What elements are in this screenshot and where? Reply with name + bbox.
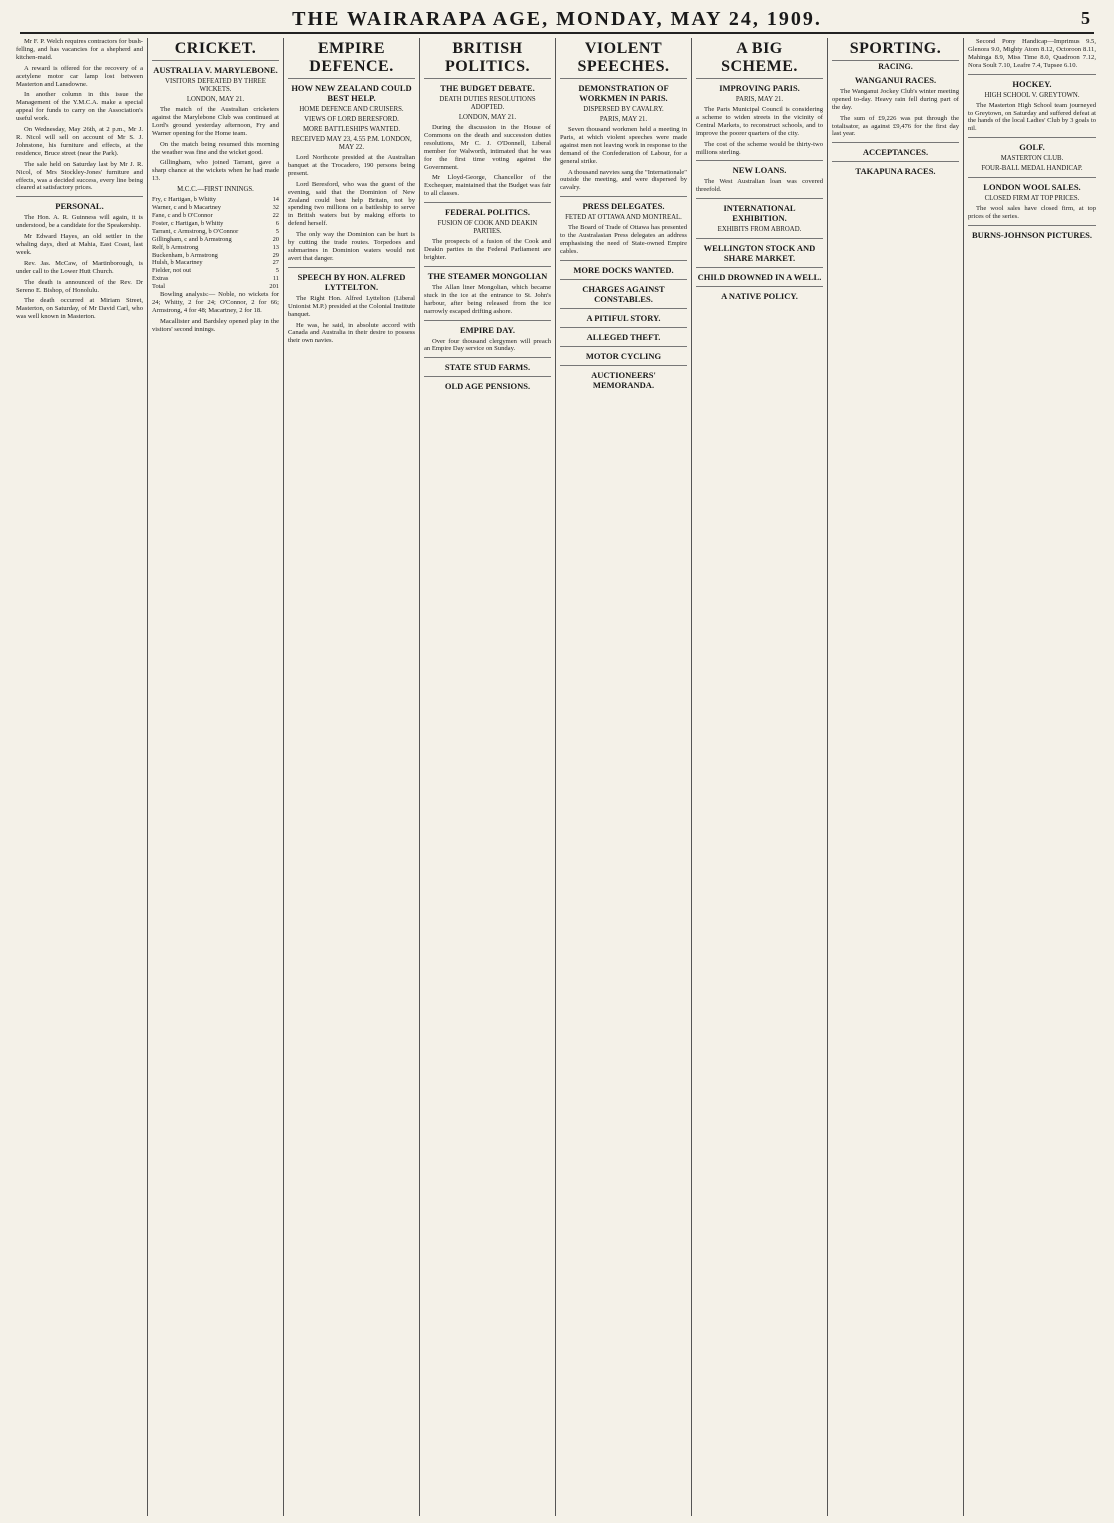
batsman: Relf, b Armstrong [152, 243, 199, 251]
column-local-notes [12, 38, 148, 1516]
paragraph: The prospects of a fusion of the Cook and Deakin parties in the Federal Parliament are brighter. [424, 238, 551, 261]
deck: MASTERTON CLUB. [1000, 155, 1064, 163]
batsman: Gillingham, c and b Armstrong [152, 235, 232, 243]
paragraph: The cost of the scheme would be thirty-two millions sterling. [696, 140, 823, 156]
divider [560, 346, 687, 347]
paragraph: Macallister and Bardsley opened play in the visitors' second innings. [152, 317, 279, 333]
subheading: HOW NEW ZEALAND COULD BEST HELP. [291, 83, 412, 103]
subheading: FEDERAL POLITICS. [444, 207, 531, 218]
headline: BRITISH POLITICS. [424, 40, 551, 79]
batsman: Extras [152, 275, 169, 283]
paragraph: Mr Lloyd-George, Chancellor of the Exchequer, maintained that the Budget was fair to all classes. [424, 174, 551, 198]
runs: 5 [275, 227, 279, 235]
divider [968, 137, 1096, 138]
article-columns [12, 38, 1102, 1516]
runs: 14 [272, 196, 279, 204]
total-runs: 201 [269, 283, 279, 291]
subheading: MORE DOCKS WANTED. [573, 264, 674, 275]
batsman: Hulsh, b Macartney [152, 259, 203, 267]
runs: 27 [272, 259, 279, 267]
subheading: STATE STUD FARMS. [444, 362, 531, 373]
paragraph: The match of the Australian cricketers against the Marylebone Club was continued at Lord's ground yesterday afternoon, Fry and Warner opening for the Home team. [152, 106, 279, 137]
paragraph: The death occurred at Miriam Street, Masterton, on Saturday, of Mr David Carl, who was well known in Masterton. [16, 297, 143, 321]
score-row [152, 228, 279, 236]
paragraph: Mr F. P. Welch requires contractors for bush-felling, and has vacancies for a shepherd and kitchen-maid. [16, 38, 143, 61]
paragraph: The Paris Municipal Council is considering a scheme to widen streets in the vicinity of Central Markets, to reconstruct schools, and to improve the poorer quarters of the city. [696, 106, 823, 137]
paragraph: The wool sales have closed firm, at top prices of the series. [968, 205, 1096, 221]
score-row [152, 196, 279, 204]
subheading: ALLEGED THEFT. [586, 331, 661, 342]
section-label: RACING. [878, 62, 913, 71]
headline: EMPIRE DEFENCE. [288, 40, 415, 79]
paragraph: He was, he said, in absolute accord with Canada and Australia in their desire to possess their own navies. [288, 321, 415, 345]
dateline: LONDON, MAY 21. [458, 114, 517, 121]
batsman: Fry, c Hartigan, b Whitty [152, 196, 217, 204]
score-total [152, 283, 279, 291]
deck: HOME DEFENCE AND CRUISERS. [299, 106, 404, 113]
total-label: Total [152, 283, 166, 291]
paragraph: In another column in this issue the Management of the Y.M.C.A. make a special appeal for funds to carry on the Association's useful work. [16, 91, 143, 123]
subheading: THE STEAMER MONGOLIAN [427, 270, 548, 281]
paragraph: The Right Hon. Alfred Lyttelton (Liberal Unionist M.P.) presided at the Colonial Institute banquet. [288, 294, 415, 318]
paragraph: Gillingham, who joined Tarrant, gave a sharp chance at the wickets when he had made 13. [152, 159, 279, 183]
subheading: NEW LOANS. [732, 165, 787, 176]
subheading: INTERNATIONAL EXHIBITION. [723, 203, 796, 224]
divider [424, 266, 551, 267]
deck: VISITORS DEFEATED BY THREE WICKETS. [165, 78, 266, 93]
divider [696, 160, 823, 161]
dateline: RECEIVED MAY 23, 4.55 P.M. LONDON, MAY 22. [291, 136, 412, 151]
divider [832, 142, 959, 143]
divider [696, 238, 823, 239]
subheading: HOCKEY. [1012, 78, 1052, 89]
runs: 13 [272, 243, 279, 251]
divider [16, 196, 143, 197]
score-row [152, 204, 279, 212]
subheading: OLD AGE PENSIONS. [444, 381, 531, 392]
column-british-politics [420, 38, 556, 1516]
headline: A BIG SCHEME. [696, 40, 823, 79]
paragraph: The only way the Dominion can be hurt is by cutting the trade routes. Torpedoes and submarines in Dominion waters would not avert that danger. [288, 231, 415, 262]
scorecard-title: M.C.C.—FIRST INNINGS. [177, 186, 254, 194]
paragraph: On Wednesday, May 26th, at 2 p.m., Mr J. R. Nicol will sell on account of Mr S. J. Johnstone, his furniture and effects, at the residence, Bruce street (near the Park). [16, 126, 143, 157]
scorecard [152, 196, 279, 291]
batsman: Foster, c Hartigan, b Whitty [152, 219, 224, 227]
subheading: IMPROVING PARIS. [719, 83, 800, 93]
subheading: WELLINGTON STOCK AND SHARE MARKET. [703, 243, 816, 264]
score-row [152, 252, 279, 260]
runs: 22 [272, 211, 279, 219]
deck: EXHIBITS FROM ABROAD. [717, 226, 802, 234]
divider [560, 196, 687, 197]
score-row [152, 275, 279, 283]
section-heading: PERSONAL. [55, 201, 104, 212]
paragraph: Second Pony Handicap—Imprimus 9.5, Glenora 9.0, Mighty Atom 8.12, Octoroon 8.11, Mahinga 8.9, Miss Time 8.0, Quadroon 7.12, Nora Soult 7.10, Leafre 7.4, Tupsee 6.10. [968, 38, 1096, 69]
subheading: AUCTIONEERS' MEMORANDA. [591, 369, 656, 390]
divider [968, 74, 1096, 75]
paragraph: The Hon. A. R. Guinness will again, it is understood, be a candidate for the Speakership. [16, 214, 143, 230]
paragraph: Bowling analysis:— Noble, no wickets for 24; Whitty, 2 for 24; O'Connor, 2 for 66; Armstrong, 4 for 48; Macartney, 2 for 18. [152, 291, 279, 314]
score-row [152, 267, 279, 275]
score-row [152, 244, 279, 252]
deck: HIGH SCHOOL V. GREYTOWN. [984, 91, 1080, 99]
paragraph: On the match being resumed this morning the weather was fine and the wicket good. [152, 140, 279, 156]
paragraph: Rev. Jas. McCaw, of Martinborough, is under call to the Lower Hutt Church. [16, 259, 143, 275]
subheading: A PITIFUL STORY. [586, 312, 661, 323]
divider [424, 357, 551, 358]
paragraph: A thousand navvies sang the "Internationale" outside the meeting, and were dispersed by cavalry. [560, 168, 687, 192]
batsman: Fane, c and b O'Connor [152, 211, 213, 219]
divider [832, 161, 959, 162]
paragraph: Over four thousand clergymen will preach an Empire Day service on Sunday. [424, 337, 551, 353]
divider [560, 279, 687, 280]
score-row [152, 220, 279, 228]
deck: DISPERSED BY CAVALRY. [583, 106, 664, 113]
runs: 20 [272, 235, 279, 243]
subheading: GOLF. [1019, 142, 1045, 153]
paragraph: The sum of £9,226 was put through the totalisator, as against £9,476 for the first day last year. [832, 114, 959, 138]
paragraph: Lord Northcote presided at the Australian banquet at the Trocadero, 190 persons being present. [288, 154, 415, 177]
runs: 6 [275, 219, 279, 227]
divider [968, 225, 1096, 226]
subheading: EMPIRE DAY. [459, 324, 516, 335]
divider [560, 308, 687, 309]
subheading: THE BUDGET DEBATE. [440, 83, 535, 93]
runs: 29 [272, 251, 279, 259]
paragraph: During the discussion in the House of Commons on the death and succession duties resolutions, Mr C. J. O'Donnell, Liberal member for Walworth, intimated that he was for the first time voting against the Government. [424, 124, 551, 171]
divider [560, 327, 687, 328]
subheading: PRESS DELEGATES. [582, 201, 665, 212]
divider [968, 177, 1096, 178]
subheading: DEMONSTRATION OF WORKMEN IN PARIS. [578, 83, 669, 103]
subheading: AUSTRALIA V. MARYLEBONE. [153, 65, 278, 75]
paragraph: Lord Beresford, who was the guest of the evening, said that the Dominion of New Zealand could best help Britain, not by spending two millions on a battleship to serve in British waters but by making efforts to defend herself. [288, 180, 415, 228]
batsman: Fielder, not out [152, 267, 191, 275]
column-sporting [828, 38, 964, 1516]
column-violent-speeches [556, 38, 692, 1516]
masthead [20, 6, 1094, 34]
dateline: LONDON, MAY 21. [186, 96, 245, 103]
paragraph: Mr Edward Hayes, an old settler in the whaling days, died at Mahia, East Coast, last week. [16, 233, 143, 256]
column-big-scheme [692, 38, 828, 1516]
paragraph: The West Australian loan was covered threefold. [696, 178, 823, 194]
divider [560, 365, 687, 366]
headline: SPORTING. [832, 40, 959, 61]
paragraph: The sale held on Saturday last by Mr J. R. Nicol, of Mrs Stockley-Jones' furniture and effects, was a decided success, every line being cleared at satisfactory prices. [16, 160, 143, 192]
divider [696, 267, 823, 268]
column-empire-defence [284, 38, 420, 1516]
paragraph: The Masterton High School team journeyed to Greytown, on Saturday and suffered defeat at the hands of the local Ladies' Club by 3 goals to nil. [968, 101, 1096, 133]
score-row [152, 236, 279, 244]
subheading: ACCEPTANCES. [862, 147, 929, 158]
page-number: 5 [1081, 8, 1090, 28]
divider [424, 376, 551, 377]
runs: 32 [272, 204, 279, 212]
score-row [152, 212, 279, 220]
deck: MORE BATTLESHIPS WANTED. [302, 126, 401, 133]
newspaper-title: THE WAIRARAPA AGE, MONDAY, MAY 24, 1909. [292, 8, 822, 30]
dateline: PARIS, MAY 21. [735, 96, 784, 103]
column-hockey-golf-wool [964, 38, 1100, 1516]
divider [424, 320, 551, 321]
deck: FUSION OF COOK AND DEAKIN PARTIES. [437, 220, 538, 236]
subheading: BURNS-JOHNSON PICTURES. [972, 230, 1092, 241]
subheading: SPEECH BY HON. ALFRED LYTTELTON. [297, 271, 406, 292]
paragraph: The Board of Trade of Ottawa has presented to the Australasian Press delegates an address emphasising the need of State-owned Empire cables. [560, 224, 687, 255]
headline: CRICKET. [152, 40, 279, 61]
divider [696, 286, 823, 287]
paragraph: Seven thousand workmen held a meeting in Paris, at which violent speeches were made against men not leaving work in response to the demand of the Confederation of Labour, for a general strike. [560, 126, 687, 165]
subheading: TAKAPUNA RACES. [855, 166, 936, 177]
paragraph: A reward is offered for the recovery of a acetylene motor car lamp lost between Masterton and Lansdowne. [16, 64, 143, 88]
deck: VIEWS OF LORD BERESFORD. [304, 116, 399, 123]
divider [288, 267, 415, 268]
deck: FETED AT OTTAWA AND MONTREAL. [565, 214, 682, 222]
subheading: WANGANUI RACES. [854, 74, 937, 85]
headline: VIOLENT SPEECHES. [560, 40, 687, 79]
score-row [152, 259, 279, 267]
paragraph: The Allan liner Mongolian, which became stuck in the ice at the entrance to St. John's harbour, after being released from the ice narrowly escaped drifting ashore. [424, 283, 551, 315]
paragraph: The Wanganui Jockey Club's winter meeting opened to-day. Heavy rain fell during part of the day. [832, 87, 959, 111]
subheading: MOTOR CYCLING [585, 350, 662, 361]
column-cricket [148, 38, 284, 1516]
paragraph: The death is announced of the Rev. Dr Sereno E. Bishop, of Honolulu. [16, 278, 143, 294]
subheading: CHARGES AGAINST CONSTABLES. [582, 283, 665, 304]
batsman: Buckenham, b Armstrong [152, 251, 218, 259]
dateline: PARIS, MAY 21. [599, 116, 648, 123]
subheading: LONDON WOOL SALES. [983, 182, 1081, 193]
deck: FOUR-BALL MEDAL HANDICAP. [981, 165, 1083, 173]
batsman: Warner, c and b Macartney [152, 204, 221, 212]
batsman: Tarrant, c Armstrong, b O'Connor [152, 227, 239, 235]
deck: DEATH DUTIES RESOLUTIONS ADOPTED. [439, 96, 536, 111]
divider [560, 260, 687, 261]
subheading: A NATIVE POLICY. [721, 291, 798, 302]
runs: 11 [272, 275, 279, 283]
runs: 5 [275, 267, 279, 275]
divider [424, 202, 551, 203]
deck: CLOSED FIRM AT TOP PRICES. [984, 195, 1080, 203]
subheading: CHILD DROWNED IN A WELL. [697, 272, 822, 283]
divider [696, 198, 823, 199]
